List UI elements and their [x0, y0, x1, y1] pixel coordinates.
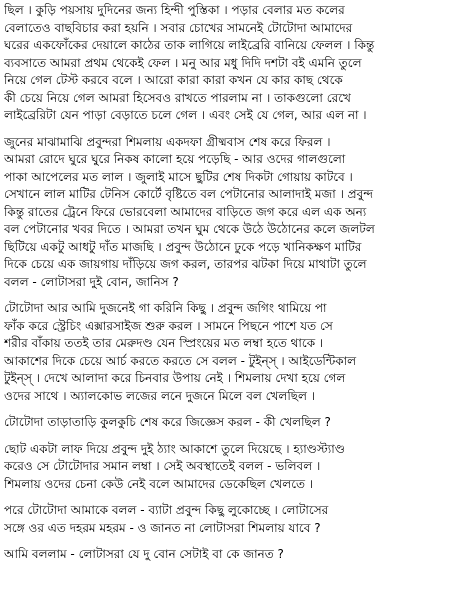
text-line: বলল - লোটাসরা দুই বোন, জানিস ?	[4, 274, 179, 289]
text-line: শরীর বাঁকায় ততই তার মেরুদণ্ড যেন স্প্রিংয়ের মত লম্বা হতে থাকে ।	[4, 336, 324, 350]
text-line: জুনের মাঝামাঝি প্রবুন্দরা শিমলায় একদফা গ্রীষ্মবাস শেষ করে ফিরল ।	[4, 134, 331, 149]
text-line: ছিটিয়ে একটু আধটু দাঁত মাজছি । প্রবুন্দ উঠোনে ঢুকে পড়ে খানিকক্ষণ মাটির	[4, 239, 362, 254]
text-line: ছোট একটা লাফ দিয়ে প্রবুন্দ দুই ঠ্যাং আকাশে তুলে দিয়েছে । হ্যাণ্ডস্ট্যাণ্ড	[4, 441, 345, 456]
text-line: সঙ্গে ওর এত দহরম মহরম - ও জানত না লোটাসরা শিমলায় যাবে ?	[4, 520, 321, 535]
text-line: ঘরের একফোঁকের দেয়ালে কাঠের তাক লাগিয়ে লাইব্রেরি বানিয়ে ফেলল । কিন্তু	[4, 38, 375, 52]
text-line: কিন্তু রাতের ট্রেনে ফিরে ভোরবেলা আমাদের বাড়িতে জগ করে এল এক অন্য	[4, 204, 367, 219]
text-line: আমি বললাম - লোটাসরা যে দু বোন সেটাই বা কে জানত ?	[4, 547, 284, 561]
text-line: আকাশের দিকে চেয়ে আর্চ করতে করতে সে বলল - টুইন্স্ । আইডেন্টিকাল	[4, 353, 357, 368]
paragraph-2	[4, 134, 454, 292]
text-line: করেও সে টোটোদার সমান লম্বা । সেই অবস্থাতেই বলল - ভলিবল ।	[4, 459, 321, 473]
text-line: টুইন্স্ । দেখে আলাদা করে চিনবার উপায় নেই । শিমলায় দেখা হয়ে গেল	[4, 371, 346, 385]
text-line: দিকে চেয়ে এক জায়গায় দাঁড়িয়ে জগ করল, তারপর ঝটকা দিয়ে মাথাটা তুলে	[4, 257, 367, 271]
text-line: বল পেটানোর খবর দিতে । আমরা তখন ঘুম থেকে উঠে উঠোনের কলে জলটল	[4, 222, 375, 236]
text-line: আমরা রোদে ঘুরে ঘুরে নিকষ কালো হয়ে পড়েছি - আর ওদের গালগুলো	[4, 152, 346, 166]
paragraph-1	[4, 2, 454, 125]
text-line: ফাঁক করে স্ট্রেচিং এক্সারসাইজ শুরু করল । সামনে পিছনে পাশে যত সে	[4, 318, 333, 333]
text-line: শিমলায় ওদের চেনা কেউ নেই বলে আমাদের ডেকেছিল খেলতে ।	[4, 476, 314, 491]
text-line: লাইব্রেরিটা যেন পাড়া বেড়াতে চলে গেল । এবং সেই যে গেল, আর এল না ।	[4, 108, 367, 122]
text-line: ওদের সাথে । অ্যালকোভ লজের লনে দুজনে মিলে বল খেলছিল ।	[4, 388, 316, 403]
document-page	[4, 2, 454, 598]
text-line: পাকা আপেলের মত লাল । জুলাই মাসে ছুটির শেষ দিকটা গোয়ায় কাটবে ।	[4, 169, 353, 184]
text-line: বেলাতেও বাছবিচার করা হয়নি । সবার চোখের সামনেই টোটোদা আমাদের	[4, 20, 353, 35]
paragraph-6	[4, 502, 454, 537]
text-line: সেখানে লাল মাটির টেনিস কোর্টে বৃষ্টিতে বল পেটানোর আলাদাই মজা । প্রবুন্দ	[4, 187, 373, 201]
text-line: কী চেয়ে নিয়ে গেল আমরা হিসেবও রাখতে পারলাম না । তাকগুলো রেখে	[4, 90, 351, 105]
paragraph-4	[4, 414, 454, 432]
text-line: টোটোদা আর আমি দুজনেই গা করিনি কিছু । প্রবুন্দ জগিং থামিয়ে পা	[4, 301, 327, 315]
paragraph-3	[4, 300, 454, 405]
text-line: টোটোদা তাড়াতাড়ি কুলকুচি শেষ করে জিজ্ঞেস করল - কী খেলছিল ?	[4, 415, 331, 429]
text-line: পরে টোটোদা আমাকে বলল - ব্যাটা প্রবুন্দ কিছু লুকোচ্ছে । লোটাসের	[4, 503, 329, 517]
paragraph-7	[4, 546, 454, 564]
text-line: ব্যবসাতে আমরা প্রথম থেকেই ফেল । মনু আর মধু দিদি দশটা বই এমনি তুলে	[4, 55, 362, 70]
text-line: নিয়ে গেল টেস্ট করবে বলে । আরো কারা কারা কখন যে কার কাছ থেকে	[4, 73, 343, 87]
text-line: ছিল । কুড়ি পয়সায় দুদিনের জন্য হিন্দী পুস্তিকা । পড়ার বেলার মত কলের	[4, 3, 345, 17]
paragraph-5	[4, 441, 454, 494]
